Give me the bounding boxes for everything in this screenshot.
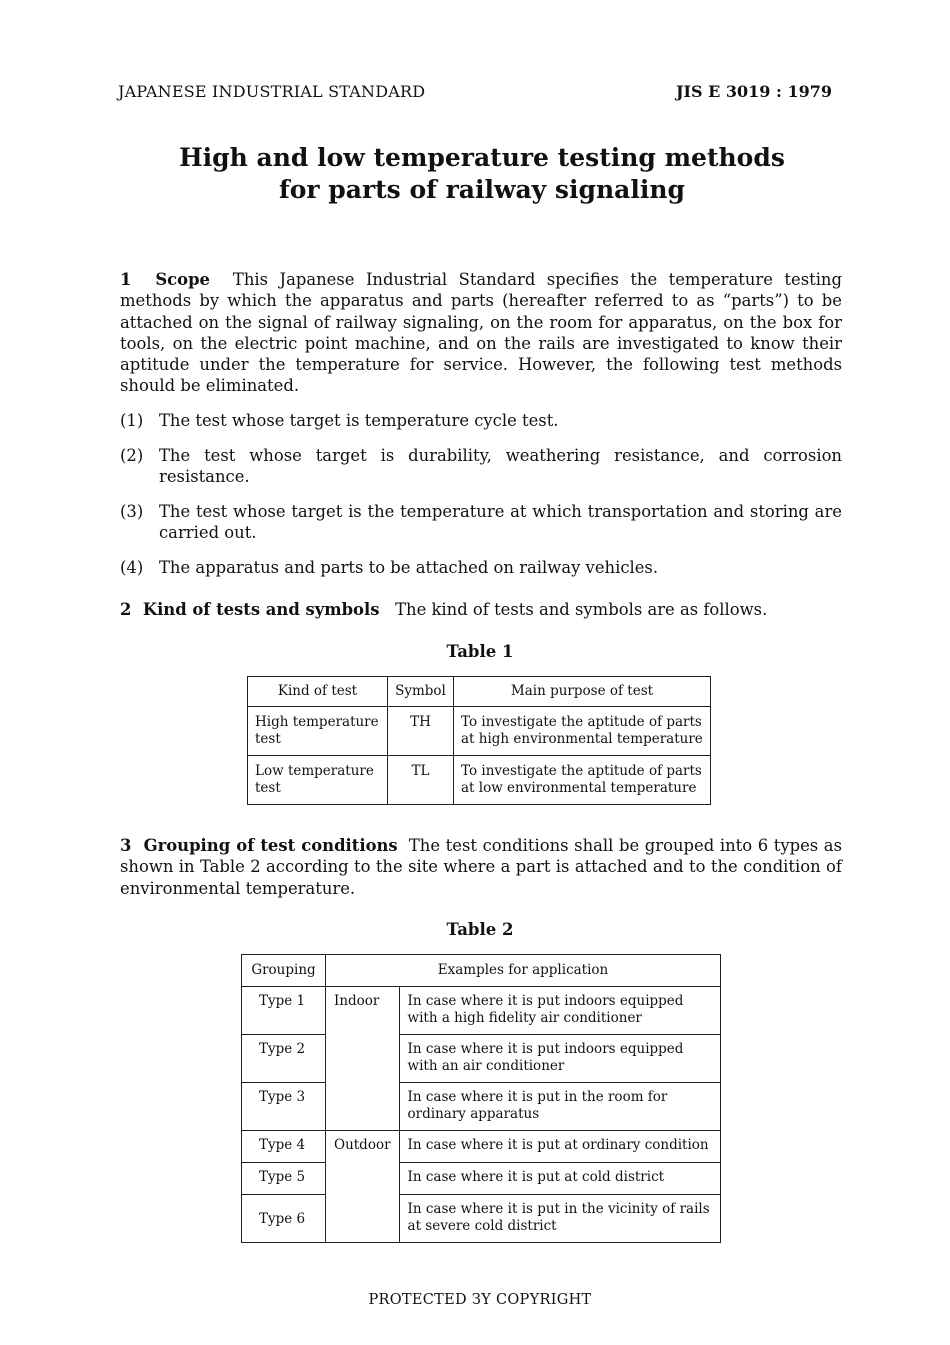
purpose-cell: To investigate the aptitude of parts at low environmental temperature xyxy=(454,756,711,805)
table-row xyxy=(242,987,721,1035)
section-2-kind-of-tests xyxy=(120,599,842,620)
example-cell: In case where it is put at ordinary condition xyxy=(399,1131,720,1163)
standard-number: JIS E 3019 : 1979 xyxy=(675,82,832,101)
table-2 xyxy=(241,954,721,1243)
table-header-row xyxy=(242,955,721,987)
list-item xyxy=(120,445,842,488)
kind-of-test-cell: High temperature test xyxy=(248,707,388,756)
document-title xyxy=(0,142,950,206)
type-cell: Type 2 xyxy=(242,1035,326,1083)
table-row xyxy=(248,756,711,805)
title-line-2: for parts of railway signaling xyxy=(278,175,685,204)
section-3-heading: 3 Grouping of test conditions xyxy=(120,836,398,855)
kind-of-test-cell: Low temperature test xyxy=(248,756,388,805)
table-row xyxy=(242,1083,721,1131)
column-header: Grouping xyxy=(242,955,326,987)
table-header-row xyxy=(248,677,711,707)
type-cell: Type 4 xyxy=(242,1131,326,1163)
column-header: Kind of test xyxy=(248,677,388,707)
column-header: Symbol xyxy=(388,677,454,707)
list-item xyxy=(120,557,842,578)
section-1-scope xyxy=(120,269,842,397)
table-1-caption: Table 1 xyxy=(446,642,514,661)
symbol-cell: TH xyxy=(388,707,454,756)
indoor-cell: Indoor xyxy=(326,987,400,1131)
example-cell: In case where it is put indoors equipped with an air conditioner xyxy=(399,1035,720,1083)
example-cell: In case where it is put indoors equipped with a high fidelity air conditioner xyxy=(399,987,720,1035)
list-item-number: (3) xyxy=(120,502,144,521)
table-row xyxy=(242,1131,721,1163)
table-row xyxy=(242,1163,721,1195)
example-cell: In case where it is put at cold district xyxy=(399,1163,720,1195)
table-2-caption: Table 2 xyxy=(446,920,514,939)
list-item-text: The test whose target is the temperature at which transportation and storing are carried out. xyxy=(159,502,842,543)
list-item-number: (2) xyxy=(120,446,144,465)
list-item-text: The test whose target is temperature cycle test. xyxy=(159,411,559,430)
type-cell: Type 6 xyxy=(242,1195,326,1243)
list-item-text: The test whose target is durability, weathering resistance, and corrosion resistance. xyxy=(159,446,842,487)
example-cell: In case where it is put in the vicinity of rails at severe cold district xyxy=(399,1195,720,1243)
example-cell: In case where it is put in the room for ordinary apparatus xyxy=(399,1083,720,1131)
title-line-1: High and low temperature testing methods xyxy=(179,143,785,172)
list-item xyxy=(120,410,842,431)
section-2-body: The kind of tests and symbols are as follows. xyxy=(395,600,768,619)
table-1 xyxy=(247,676,711,805)
list-item xyxy=(120,501,842,544)
table-row xyxy=(248,707,711,756)
section-2-heading: 2 Kind of tests and symbols xyxy=(120,600,380,619)
list-item-text: The apparatus and parts to be attached on railway vehicles. xyxy=(159,558,659,577)
section-1-body: This Japanese Industrial Standard specifies the temperature testing methods by which the apparatus and parts (hereafter referred to as “parts”) to be attached on the signal of railway signaling, on the room for apparatus, on the box for tools, on the electric point machine, and on the rails are investigated to know their aptitude under the temperature for service. However, the following test methods should be eliminated. xyxy=(120,270,842,396)
table-row xyxy=(242,1035,721,1083)
purpose-cell: To investigate the aptitude of parts at high environmental temperature xyxy=(454,707,711,756)
type-cell: Type 3 xyxy=(242,1083,326,1131)
outdoor-cell: Outdoor xyxy=(326,1131,400,1243)
list-item-number: (1) xyxy=(120,411,144,430)
section-1-heading: 1 Scope xyxy=(120,270,210,289)
section-3-grouping xyxy=(120,835,842,899)
column-header: Examples for application xyxy=(326,955,721,987)
symbol-cell: TL xyxy=(388,756,454,805)
list-item-number: (4) xyxy=(120,558,144,577)
type-cell: Type 5 xyxy=(242,1163,326,1195)
column-header: Main purpose of test xyxy=(454,677,711,707)
section-3-body: The test conditions shall be grouped into 6 types as shown in Table 2 according to the site where a part is attached and to the condition of environmental temperature. xyxy=(120,836,842,898)
table-row xyxy=(242,1195,721,1243)
type-cell: Type 1 xyxy=(242,987,326,1035)
standard-label: JAPANESE INDUSTRIAL STANDARD xyxy=(118,82,426,101)
copyright-notice: PROTECTED ЗY COPYRIGHT xyxy=(368,1292,592,1308)
